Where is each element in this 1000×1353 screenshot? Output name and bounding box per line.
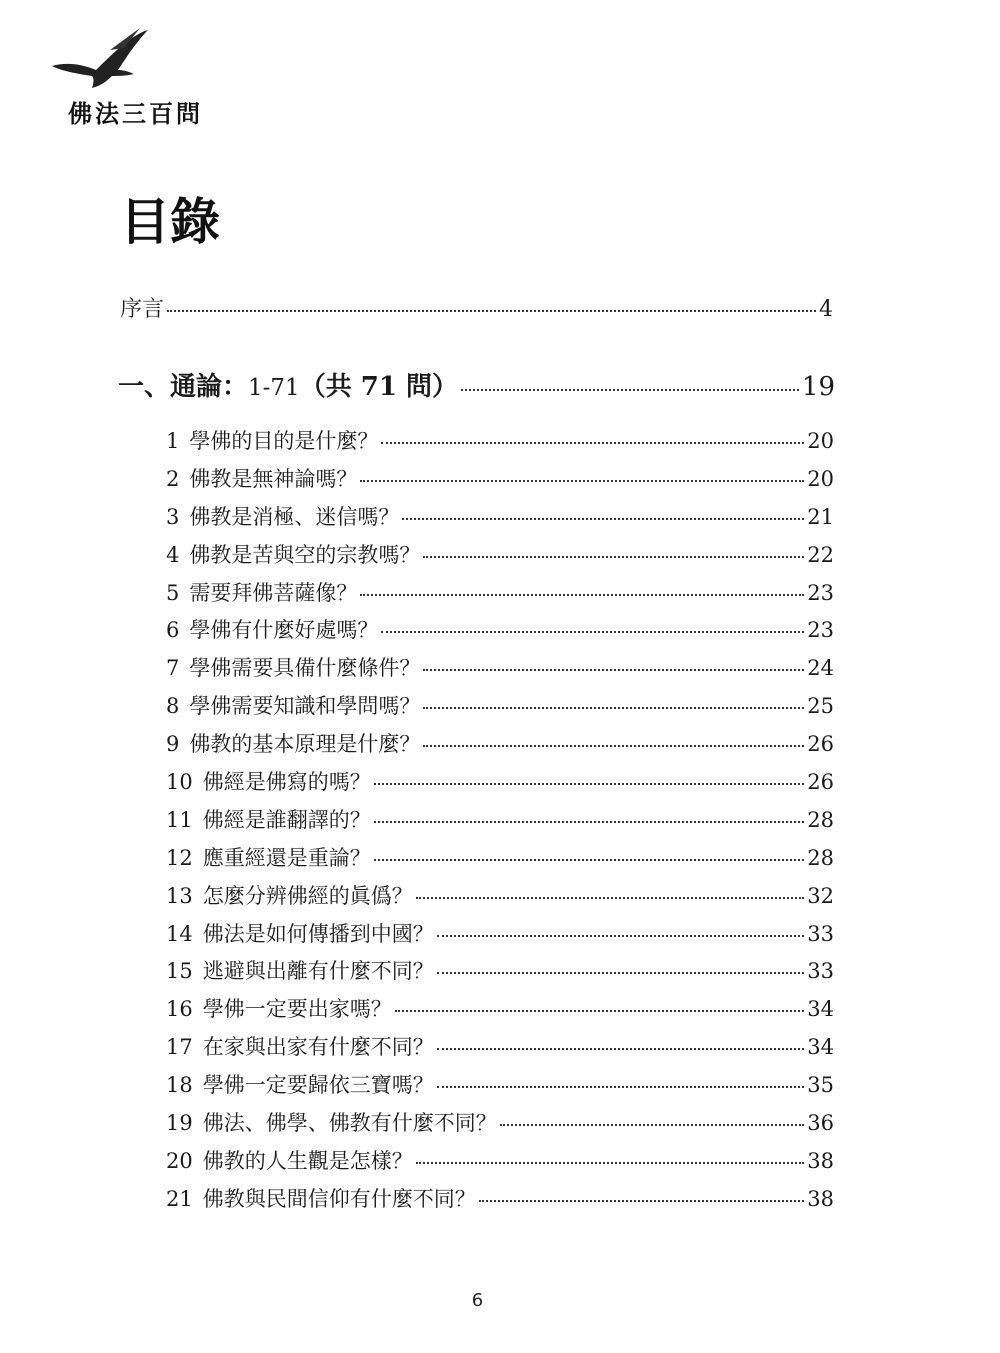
dot-leader: [437, 935, 805, 937]
toc-entry[interactable]: [166, 918, 834, 956]
toc-entry[interactable]: [166, 766, 834, 804]
toc-entry-list: [166, 425, 834, 1221]
entry-page: 26: [807, 732, 834, 757]
entry-number: 8: [166, 694, 180, 719]
entry-number: 18: [166, 1073, 193, 1098]
entry-page: 33: [807, 921, 834, 946]
entry-title: 佛教是消極、迷信嗎？: [189, 504, 400, 529]
dot-leader: [360, 480, 804, 482]
toc-entry[interactable]: [166, 690, 834, 728]
entry-title: 佛法是如何傳播到中國？: [202, 921, 434, 946]
toc-entry[interactable]: [166, 1183, 834, 1221]
entry-title: 怎麼分辨佛經的眞僞？: [202, 883, 413, 908]
entry-page: 24: [807, 656, 834, 681]
book-header: [48, 26, 238, 136]
dot-leader: [167, 310, 816, 312]
entry-number: 21: [166, 1186, 193, 1211]
dot-leader: [423, 669, 804, 671]
entry-title: 學佛的目的是什麼？: [189, 429, 379, 453]
entry-number: 15: [166, 959, 193, 984]
entry-title: 佛經是誰翻譯的？: [202, 807, 371, 832]
entry-page: 28: [807, 845, 834, 870]
toc-entry[interactable]: [166, 1145, 834, 1183]
toc-entry[interactable]: [166, 652, 834, 690]
entry-page: 26: [807, 770, 834, 795]
toc-entry[interactable]: [166, 614, 834, 652]
entry-title: 學佛需要知識和學問嗎？: [189, 694, 421, 719]
entry-page: 21: [807, 504, 834, 529]
entry-title: 學佛一定要出家嗎？: [202, 997, 392, 1022]
entry-number: 3: [166, 504, 180, 529]
toc-entry[interactable]: [166, 880, 834, 918]
entry-page: 38: [807, 1186, 834, 1211]
entry-number: 10: [166, 770, 193, 795]
entry-number: 6: [166, 618, 180, 643]
entry-title: 佛教是無神論嗎？: [189, 466, 358, 491]
toc-entry[interactable]: [166, 728, 834, 766]
dot-leader: [423, 556, 804, 558]
entry-page: 33: [807, 959, 834, 984]
entry-page: 20: [807, 429, 834, 453]
dot-leader: [416, 1162, 805, 1164]
entry-title: 應重經還是重論？: [202, 845, 371, 870]
toc-entry[interactable]: [166, 577, 834, 615]
entry-number: 12: [166, 845, 193, 870]
section-title: 一、通論：: [118, 372, 249, 402]
toc-entry[interactable]: [166, 539, 834, 577]
section-count: （共 71 問）: [299, 372, 458, 402]
dot-leader: [395, 1010, 805, 1012]
toc-entry[interactable]: [166, 1069, 834, 1107]
toc-entry[interactable]: [166, 1031, 834, 1069]
toc-entry[interactable]: [166, 804, 834, 842]
entry-number: 9: [166, 732, 180, 757]
entry-title: 學佛需要具備什麼條件？: [189, 656, 421, 681]
entry-number: 1: [166, 429, 180, 453]
entry-title: 需要拜佛菩薩像？: [189, 580, 358, 605]
entry-page: 32: [807, 883, 834, 908]
preface-label: 序言: [120, 297, 165, 322]
dot-leader: [374, 783, 805, 785]
entry-number: 4: [166, 542, 180, 567]
entry-title: 逃避與出離有什麼不同？: [202, 959, 434, 984]
dot-leader: [479, 1200, 805, 1202]
entry-page: 23: [807, 580, 834, 605]
dot-leader: [402, 518, 804, 520]
entry-number: 7: [166, 656, 180, 681]
entry-page: 22: [807, 542, 834, 567]
entry-number: 20: [166, 1148, 193, 1173]
toc-preface-row[interactable]: [120, 292, 833, 323]
dot-leader: [437, 1086, 805, 1088]
entry-page: 35: [807, 1073, 834, 1098]
entry-page: 28: [807, 807, 834, 832]
entry-title: 學佛有什麼好處嗎？: [189, 618, 379, 643]
dot-leader: [500, 1124, 805, 1126]
toc-entry[interactable]: [166, 993, 834, 1031]
section-range: 1-71: [248, 375, 300, 401]
dot-leader: [381, 442, 804, 444]
entry-page: 34: [807, 1035, 834, 1060]
dot-leader: [423, 707, 804, 709]
entry-title: 佛法、佛學、佛教有什麼不同？: [202, 1111, 497, 1136]
entry-page: 38: [807, 1148, 834, 1173]
entry-title: 佛教是苦與空的宗教嗎？: [189, 542, 421, 567]
entry-page: 25: [807, 694, 834, 719]
entry-number: 13: [166, 883, 193, 908]
eagle-icon: [48, 26, 158, 96]
entry-title: 在家與出家有什麼不同？: [202, 1035, 434, 1060]
section-page: 19: [801, 372, 835, 402]
page-number: 6: [471, 1290, 484, 1311]
dot-leader: [423, 745, 804, 747]
preface-page: 4: [819, 297, 833, 322]
toc-entry[interactable]: [166, 501, 834, 539]
entry-number: 5: [166, 580, 180, 605]
toc-heading: 目錄: [120, 192, 220, 251]
dot-leader: [374, 859, 805, 861]
entry-number: 14: [166, 921, 193, 946]
entry-title: 佛教的人生觀是怎樣？: [202, 1148, 413, 1173]
dot-leader: [381, 631, 804, 633]
entry-page: 34: [807, 997, 834, 1022]
book-title: 佛法三百問: [68, 100, 203, 128]
toc-entry[interactable]: [166, 955, 834, 993]
dot-leader: [416, 897, 805, 899]
dot-leader: [461, 389, 799, 391]
toc-section-row[interactable]: [118, 366, 835, 403]
toc-entry[interactable]: [166, 463, 834, 501]
entry-page: 23: [807, 618, 834, 643]
dot-leader: [360, 594, 804, 596]
entry-page: 20: [807, 466, 834, 491]
entry-page: 36: [807, 1111, 834, 1136]
toc-entry[interactable]: [166, 425, 834, 463]
entry-title: 佛教與民間信仰有什麼不同？: [202, 1186, 476, 1211]
dot-leader: [437, 972, 805, 974]
dot-leader: [374, 821, 805, 823]
entry-title: 佛經是佛寫的嗎？: [202, 770, 371, 795]
entry-title: 佛教的基本原理是什麼？: [189, 732, 421, 757]
toc-entry[interactable]: [166, 842, 834, 880]
dot-leader: [437, 1048, 805, 1050]
entry-number: 19: [166, 1111, 193, 1136]
entry-number: 2: [166, 466, 180, 491]
entry-number: 16: [166, 997, 193, 1022]
toc-entry[interactable]: [166, 1107, 834, 1145]
entry-title: 學佛一定要歸依三寶嗎？: [202, 1073, 434, 1098]
entry-number: 17: [166, 1035, 193, 1060]
entry-number: 11: [166, 807, 193, 832]
